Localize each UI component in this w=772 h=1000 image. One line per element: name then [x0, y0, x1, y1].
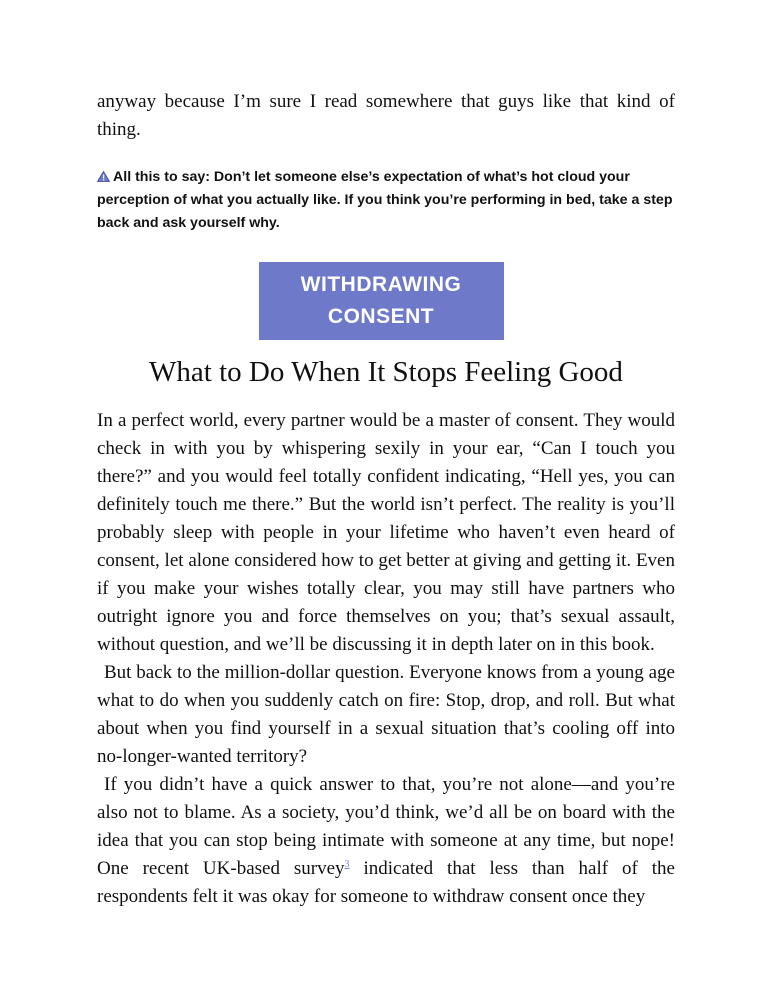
tip-text: All this to say: Don’t let someone else’s expectation of what’s hot cloud your perception of what you actually like. If you think you’re performing in bed, take a step back and ask yourself why. [97, 169, 673, 231]
banner-line-2: CONSENT [327, 305, 435, 328]
footnote-link[interactable]: 3 [344, 859, 350, 870]
body-paragraph-with-footnote [97, 771, 675, 911]
tip-callout [97, 166, 675, 235]
intro-paragraph: anyway because I’m sure I read somewhere that guys like that kind of thing. [97, 91, 675, 140]
warning-triangle-icon [97, 167, 110, 178]
body-paragraph: In a perfect world, every partner would be a master of consent. They would check in with you by whispering sexily in your ear, “Can I touch you there?” and you would feel totally confident indicating, “Hell yes, you can definitely touch me there.” But the world isn’t perfect. The reality is you’ll probably sleep with people in your lifetime who haven’t even heard of consent, let alone considered how to get better at giving and getting it. Even if you make your wishes totally clear, you may still have partners who outright ignore you and force themselves on you; that’s sexual assault, without question, and we’ll be discussing it in depth later on in this book. [97, 410, 675, 655]
body-paragraph: But back to the million-dollar question. Everyone knows from a young age what to do when you suddenly catch on fire: Stop, drop, and roll. But what about when you find yourself in a sexual situation that’s cooling off into no-longer-wanted territory? [97, 662, 675, 767]
banner-line-1: WITHDRAWING [300, 273, 462, 296]
section-heading: What to Do When It Stops Feeling Good [149, 356, 623, 388]
section-banner [259, 262, 504, 340]
paragraph-text-after-footnote: indicated that less than half of the respondents felt it was okay for someone to withdraw consent once they [97, 858, 675, 907]
section-banner-wrap [97, 262, 675, 340]
paragraph-text-before-footnote: If you didn’t have a quick answer to that, you’re not alone—and you’re also not to blame. As a society, you’d think, we’d all be on board with the idea that you can stop being intimate with someone at any time, but nope! One recent UK-based survey [97, 774, 675, 879]
book-page [97, 88, 675, 911]
